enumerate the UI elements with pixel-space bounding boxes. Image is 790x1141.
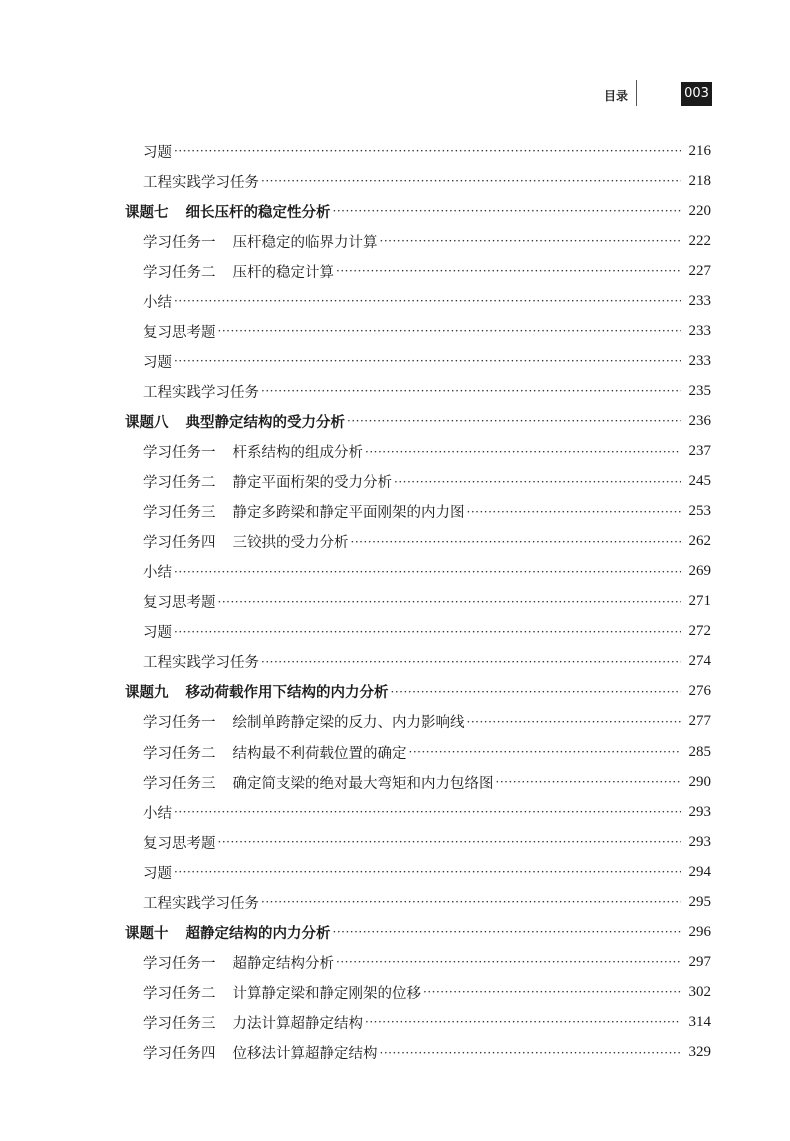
- toc-page-number: 218: [688, 172, 711, 189]
- page-header: [560, 80, 720, 110]
- toc-page-number: 302: [688, 983, 711, 1000]
- toc-entry-text: 小结: [143, 565, 172, 582]
- toc-leader-dots: [409, 745, 682, 759]
- header-divider: [636, 80, 637, 106]
- toc-page-number: 233: [688, 322, 711, 339]
- toc-entry-text: 工程实践学习任务: [143, 174, 259, 191]
- toc-page-number: 262: [688, 533, 711, 550]
- toc-entry-title: [143, 711, 465, 732]
- toc-entry-text: 绘制单跨静定梁的反力、内力影响线: [232, 715, 465, 732]
- toc-leader-dots: [333, 204, 682, 218]
- toc-entry-title: [143, 591, 216, 612]
- page-number: 003: [681, 82, 712, 106]
- toc-page-number: 220: [688, 202, 711, 219]
- toc-entry-row[interactable]: [143, 257, 711, 285]
- toc-entry-title: [125, 201, 331, 222]
- toc-entry-title: [125, 681, 389, 702]
- toc-entry-text: 超静定结构分析: [232, 955, 334, 972]
- toc-page-number: 294: [688, 863, 711, 880]
- toc-page-number: 295: [688, 893, 711, 910]
- toc-leader-dots: [333, 925, 682, 939]
- toc-entry-row[interactable]: [143, 618, 711, 646]
- toc-page-number: 216: [688, 142, 711, 159]
- toc-entry-number: 课题十: [125, 925, 169, 942]
- toc-entry-number: 课题九: [125, 685, 169, 702]
- toc-entry-number: 学习任务四: [143, 535, 216, 552]
- toc-entry-number: 学习任务四: [143, 1046, 216, 1062]
- toc-entry-row[interactable]: [143, 798, 711, 826]
- toc-entry-title: [143, 321, 216, 342]
- toc-leader-dots: [467, 715, 682, 729]
- toc-page-number: 285: [688, 743, 711, 760]
- toc-leader-dots: [380, 1046, 682, 1060]
- toc-entry-text: 复习思考题: [143, 324, 216, 341]
- toc-entry-title: [143, 1012, 363, 1033]
- toc-leader-dots: [261, 174, 681, 188]
- toc-entry-text: 习题: [143, 625, 172, 642]
- toc-entry-row[interactable]: [143, 377, 711, 405]
- toc-leader-dots: [365, 445, 681, 459]
- toc-entry-text: 习题: [143, 144, 172, 161]
- toc-page-number: 269: [688, 563, 711, 580]
- toc-entry-text: 复习思考题: [143, 595, 216, 612]
- toc-entry-text: 工程实践学习任务: [143, 655, 259, 672]
- toc-chapter-row[interactable]: [125, 197, 711, 225]
- header-section-label: 目录: [603, 89, 628, 103]
- toc-page-number: 314: [688, 1013, 711, 1030]
- toc-entry-text: 力法计算超静定结构: [232, 1015, 363, 1032]
- toc-leader-dots: [336, 264, 681, 278]
- toc-page-number: 271: [688, 593, 711, 610]
- toc-chapter-row[interactable]: [125, 407, 711, 435]
- toc-entry-row[interactable]: [143, 227, 711, 255]
- toc-entry-title: [143, 621, 172, 642]
- toc-leader-dots: [467, 505, 682, 519]
- toc-page-number: 222: [688, 232, 711, 249]
- toc-entry-text: 习题: [143, 865, 172, 882]
- toc-entry-row[interactable]: [143, 858, 711, 886]
- toc-chapter-row[interactable]: [125, 918, 711, 946]
- toc-leader-dots: [351, 535, 682, 549]
- toc-page-number: 296: [688, 923, 711, 940]
- toc-entry-text: 小结: [143, 294, 172, 311]
- toc-entry-title: [143, 141, 172, 162]
- toc-leader-dots: [347, 414, 681, 428]
- toc-entry-row[interactable]: [143, 167, 711, 195]
- toc-entry-row[interactable]: [143, 558, 711, 586]
- toc-entry-title: [143, 561, 172, 582]
- toc-entry-number: 学习任务二: [143, 985, 216, 1002]
- toc-page-number: 235: [688, 382, 711, 399]
- toc-entry-text: 静定多跨梁和静定平面刚架的内力图: [232, 505, 465, 522]
- toc-entry-number: 学习任务二: [143, 264, 216, 281]
- toc-leader-dots: [218, 324, 682, 338]
- toc-entry-title: [143, 261, 334, 282]
- toc-entry-title: [143, 1042, 378, 1063]
- toc-entry-number: 学习任务二: [143, 475, 216, 492]
- toc-leader-dots: [261, 384, 681, 398]
- toc-page-number: 290: [688, 773, 711, 790]
- toc-entry-text: 工程实践学习任务: [143, 384, 259, 401]
- toc-entry-text: 典型静定结构的受力分析: [185, 414, 345, 431]
- toc-page-number: 236: [688, 412, 711, 429]
- toc-entry-text: 移动荷载作用下结构的内力分析: [185, 685, 389, 702]
- toc-entry-row[interactable]: [143, 137, 711, 165]
- toc-page-number: 329: [688, 1044, 711, 1060]
- toc-entry-row[interactable]: [143, 828, 711, 856]
- toc-entry-text: 压杆稳定的临界力计算: [232, 234, 378, 251]
- toc-entry-title: [143, 471, 392, 492]
- toc-entry-text: 习题: [143, 354, 172, 371]
- toc-entry-text: 结构最不利荷载位置的确定: [232, 745, 407, 762]
- toc-leader-dots: [380, 234, 682, 248]
- toc-entry-number: 学习任务三: [143, 1015, 216, 1032]
- toc-entry-number: 学习任务一: [143, 445, 216, 461]
- toc-entry-row[interactable]: [143, 948, 711, 976]
- toc-entry-text: 位移法计算超静定结构: [232, 1046, 378, 1062]
- toc-entry-text: 复习思考题: [143, 835, 216, 852]
- toc-entry-row[interactable]: [143, 1008, 711, 1036]
- toc-entry-text: 计算静定梁和静定刚架的位移: [232, 985, 421, 1002]
- toc-entry-title: [143, 531, 349, 552]
- toc-entry-number: 课题七: [125, 204, 169, 221]
- toc-page-number: 245: [688, 473, 711, 490]
- toc-entry-title: [143, 982, 421, 1003]
- toc-entry-title: [143, 772, 494, 793]
- toc-page-number: 237: [688, 443, 711, 459]
- toc-entry-title: [143, 171, 259, 192]
- toc-entry-row[interactable]: [143, 588, 711, 616]
- toc-entry-number: 学习任务一: [143, 715, 216, 732]
- toc-leader-dots: [174, 625, 681, 639]
- toc-entry-title: [143, 892, 259, 913]
- toc-page-number: 297: [688, 953, 711, 970]
- toc-page-number: 253: [688, 503, 711, 520]
- toc-leader-dots: [496, 775, 682, 789]
- toc-entry-row[interactable]: [143, 528, 711, 556]
- toc-leader-dots: [391, 685, 682, 699]
- toc-entry-title: [143, 291, 172, 312]
- toc-leader-dots: [174, 565, 681, 579]
- toc-entry-text: 细长压杆的稳定性分析: [185, 204, 331, 221]
- toc-entry-text: 压杆的稳定计算: [232, 264, 334, 281]
- toc-entry-row[interactable]: [143, 768, 711, 796]
- toc-entry-text: 三铰拱的受力分析: [232, 535, 349, 552]
- toc-entry-number: 学习任务一: [143, 234, 216, 251]
- toc-entry-number: 课题八: [125, 414, 169, 431]
- toc-page-number: 227: [688, 262, 711, 279]
- toc-entry-row[interactable]: [143, 648, 711, 676]
- toc-entry-row[interactable]: [143, 347, 711, 375]
- toc-leader-dots: [218, 835, 682, 849]
- toc-leader-dots: [261, 895, 681, 909]
- toc-entry-row[interactable]: [143, 468, 711, 496]
- toc-leader-dots: [423, 985, 681, 999]
- toc-entry-text: 小结: [143, 805, 172, 822]
- toc-entry-number: 学习任务二: [143, 745, 216, 762]
- toc-page-number: 277: [688, 713, 711, 730]
- toc-entry-number: 学习任务三: [143, 505, 216, 522]
- toc-entry-text: 确定简支梁的绝对最大弯矩和内力包络图: [232, 775, 494, 792]
- toc-entry-title: [143, 231, 378, 252]
- toc-entry-row[interactable]: [143, 978, 711, 1006]
- toc-entry-title: [143, 501, 465, 522]
- toc-leader-dots: [394, 475, 681, 489]
- toc-page-number: 276: [688, 683, 711, 700]
- toc-entry-row[interactable]: [143, 888, 711, 916]
- toc-leader-dots: [174, 294, 681, 308]
- toc-entry-text: 超静定结构的内力分析: [185, 925, 331, 942]
- toc-leader-dots: [174, 865, 681, 879]
- toc-page-number: 233: [688, 352, 711, 369]
- toc-entry-row[interactable]: [143, 287, 711, 315]
- toc-entry-title: [143, 832, 216, 853]
- toc-leader-dots: [261, 655, 681, 669]
- toc-entry-row[interactable]: [143, 498, 711, 526]
- toc-entry-title: [143, 381, 259, 402]
- toc-page-number: 274: [688, 653, 711, 670]
- toc-entry-number: 学习任务三: [143, 775, 216, 792]
- toc-entry-text: 杆系结构的组成分析: [232, 445, 363, 461]
- toc-page-number: 233: [688, 292, 711, 309]
- toc-entry-title: [125, 411, 345, 432]
- toc-page-number: 293: [688, 803, 711, 820]
- toc-entry-title: [143, 802, 172, 823]
- toc-chapter-row[interactable]: [125, 678, 711, 706]
- toc-leader-dots: [174, 805, 681, 819]
- toc-leader-dots: [365, 1015, 681, 1029]
- toc-entry-row[interactable]: [143, 438, 711, 466]
- toc-entry-text: 工程实践学习任务: [143, 895, 259, 912]
- toc-leader-dots: [218, 595, 682, 609]
- toc-entry-title: [143, 441, 363, 462]
- toc-entry-title: [143, 952, 334, 973]
- toc-page-number: 272: [688, 623, 711, 640]
- toc-leader-dots: [336, 955, 681, 969]
- toc-entry-row[interactable]: [143, 708, 711, 736]
- toc-entry-title: [143, 742, 407, 763]
- toc-page-number: 293: [688, 833, 711, 850]
- toc-entry-title: [125, 922, 331, 943]
- toc-entry-title: [143, 862, 172, 883]
- toc-entry-title: [143, 351, 172, 372]
- toc-entry-number: 学习任务一: [143, 955, 216, 972]
- toc-entry-text: 静定平面桁架的受力分析: [232, 475, 392, 492]
- toc-entry-row[interactable]: [143, 738, 711, 766]
- toc-leader-dots: [174, 144, 681, 158]
- toc-entry-title: [143, 651, 259, 672]
- toc-entry-row[interactable]: [143, 1039, 711, 1067]
- toc-leader-dots: [174, 354, 681, 368]
- toc-entry-row[interactable]: [143, 317, 711, 345]
